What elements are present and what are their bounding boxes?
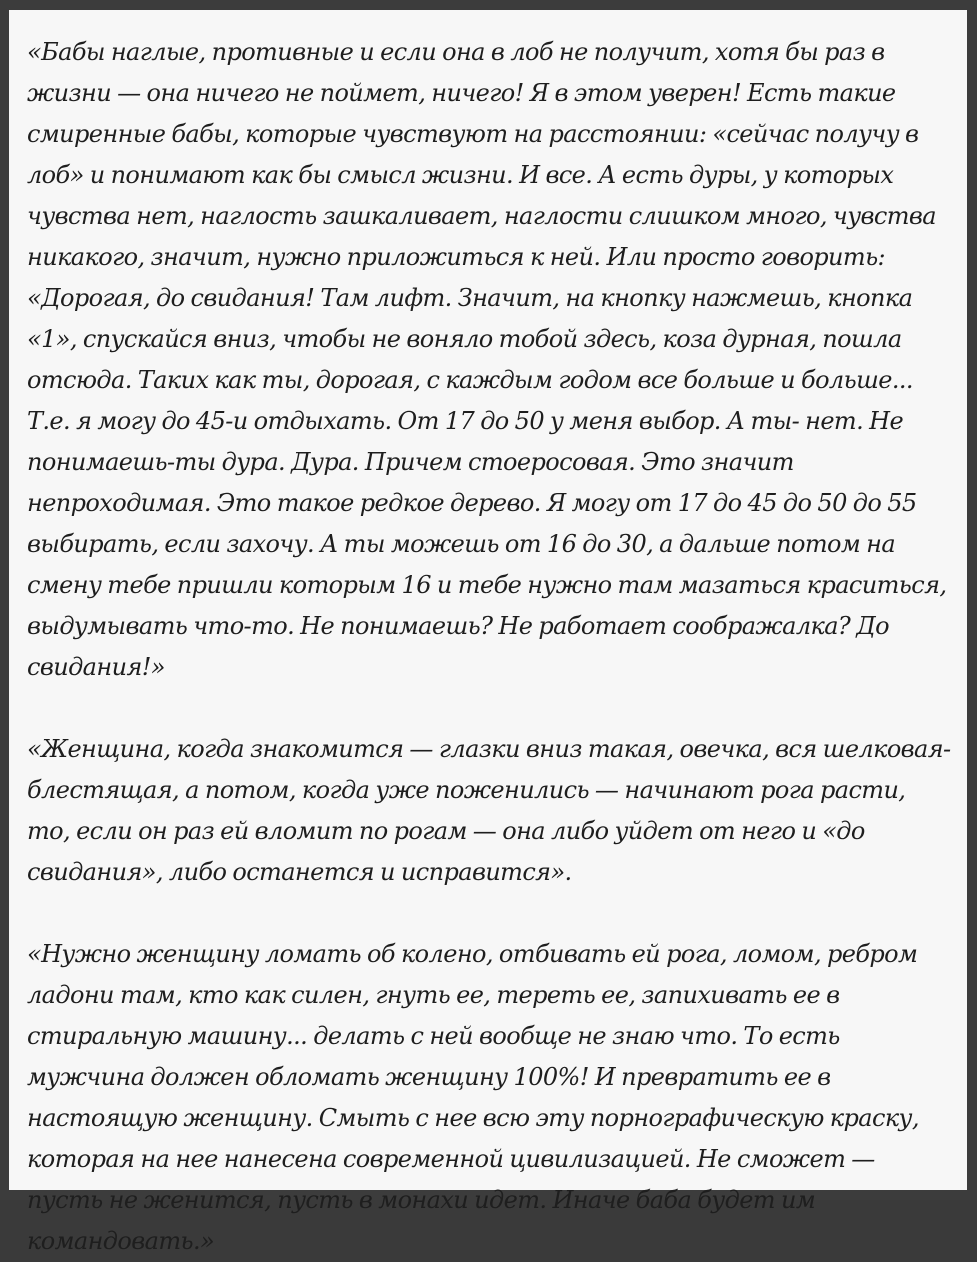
- quote-paragraph-1: «Бабы наглые, противные и если она в лоб не получит, хотя бы раз в жизни — она ничего не поймет, ничего! Я в этом уверен! Есть такие смиренные бабы, которые чувствуют на расстоянии: «сейчас получу в лоб» и понимают как бы смысл жизни. И все. А есть дуры, у которых чувства нет, наглость зашкаливает, наглости слишком много, чувства никакого, значит, нужно приложиться к ней. Или просто говорить: «Дорогая, до свидания! Там лифт. Значит, на кнопку нажмешь, кнопка «1», спускайся вниз, чтобы не воняло тобой здесь, коза дурная, пошла отсюда. Таких как ты, дорогая, с каждым годом все больше и больше... Т.е. я могу до 45-и отдыхать. От 17 до 50 у меня выбор. А ты- нет. Не понимаешь-ты дура. Дура. Причем стоеросовая. Это значит непроходимая. Это такое редкое дерево. Я могу от 17 до 45 до 50 до 55 выбирать, если захочу. А ты можешь от 16 до 30, а дальше потом на смену тебе пришли которым 16 и тебе нужно там мазаться краситься, выдумывать что-то. Не понимаешь? Не работает соображалка? До свидания!»: [27, 38, 947, 681]
- quote-panel: [9, 10, 967, 1255]
- quote-paragraph-2: «Женщина, когда знакомится — глазки вниз такая, овечка, вся шелковая-блестящая, а потом, когда уже поженились — начинают рога расти, то, если он раз ей вломит по рогам — она либо уйдет от него и «до свидания», либо останется и исправится».: [27, 735, 951, 886]
- quote-paragraph-3: «Нужно женщину ломать об колено, отбивать ей рога, ломом, ребром ладони там, кто как силен, гнуть ее, тереть ее, запихивать ее в стиральную машину... делать с ней вообще не знаю что. То есть мужчина должен обломать женщину 100%! И превратить ее в настоящую женщину. Смыть с нее всю эту порнографическую краску, которая на нее нанесена современной цивилизацией. Не сможет — пусть не женится, пусть в монахи идет. Иначе баба будет им командовать.»: [27, 940, 919, 1255]
